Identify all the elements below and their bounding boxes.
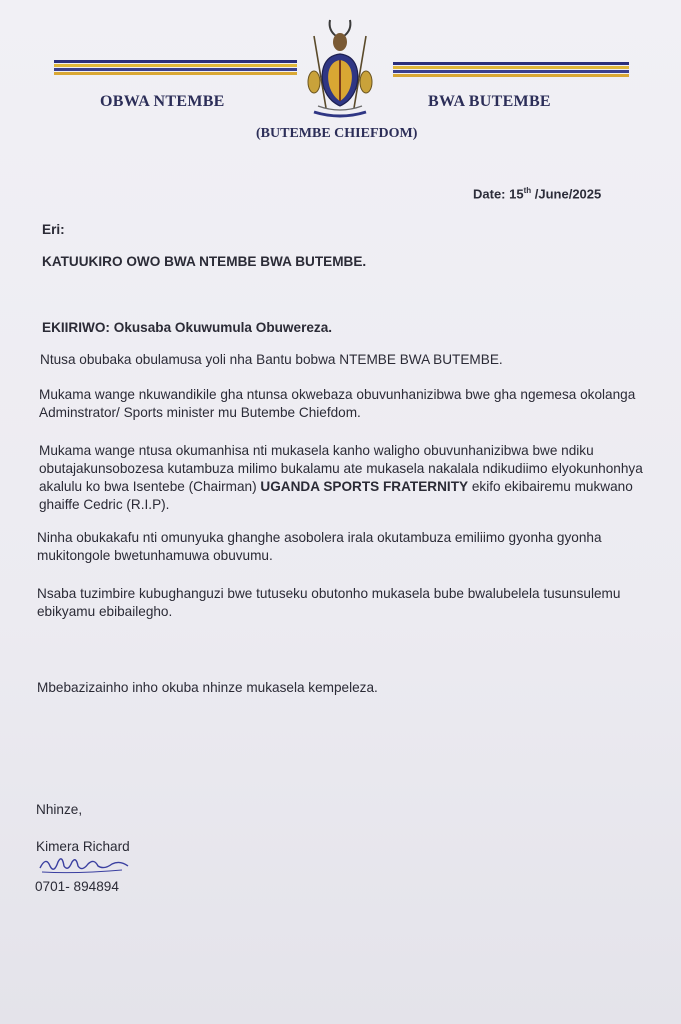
org-name-right: BWA BUTEMBE bbox=[428, 93, 551, 110]
paragraph-3: Mukama wange ntusa okumanhisa nti mukasela kanho waligho obuvunhanizibwa bwe ndiku obutajakunsobozesa kutambuza milimo bukalamu ate mukasela nakalala ndikudiimo elyokunhonhya akalulu ko bwa Isentebe (Chairman) UGANDA SPORTS FRATERNITY ekifo ekibairemu mukwano ghaiffe Cedric (R.I.P). bbox=[39, 443, 643, 512]
header-stripe-right bbox=[393, 62, 629, 78]
org-subtitle: (BUTEMBE CHIEFDOM) bbox=[256, 126, 418, 141]
salutation: Eri: bbox=[42, 222, 65, 237]
paragraph-6: Mbebazizainho inho okuba nhinze mukasela kempeleza. bbox=[37, 680, 378, 695]
recipient: KATUUKIRO OWO BWA NTEMBE BWA BUTEMBE. bbox=[42, 254, 367, 269]
paragraph-1: Ntusa obubaka obulamusa yoli nha Bantu bobwa NTEMBE BWA BUTEMBE. bbox=[40, 352, 503, 367]
paragraph-4: Ninha obukakafu nti omunyuka ghanghe asobolera irala okutambuza emiliimo gyonha gyonha mukitongole bwetunhamuwa obuvumu. bbox=[37, 530, 602, 563]
paragraph-5: Nsaba tuzimbire kubughanguzi bwe tutuseku obutonho mukasela bube bwalubelela tusunsulemu ebikyamu ebibailegho. bbox=[37, 586, 621, 619]
signer-name: Kimera Richard bbox=[36, 839, 130, 854]
org-name-left: OBWA NTEMBE bbox=[100, 93, 225, 110]
header-stripe-left bbox=[54, 60, 297, 76]
letter-date: Date: 15th /June/2025 bbox=[473, 186, 602, 202]
subject-line: EKIIRIWO: Okusaba Okuwumula Obuwereza. bbox=[42, 320, 333, 335]
closing: Nhinze, bbox=[36, 802, 83, 817]
phone-number: 0701- 894894 bbox=[35, 879, 119, 894]
handwritten-signature-icon bbox=[36, 852, 136, 876]
paragraph-2: Mukama wange nkuwandikile gha ntunsa okwebaza obuvunhanizibwa bwe gha ngemesa okolanga Adminstrator/ Sports minister mu Butembe Chiefdom. bbox=[39, 387, 636, 420]
chiefdom-crest-icon bbox=[300, 16, 380, 122]
